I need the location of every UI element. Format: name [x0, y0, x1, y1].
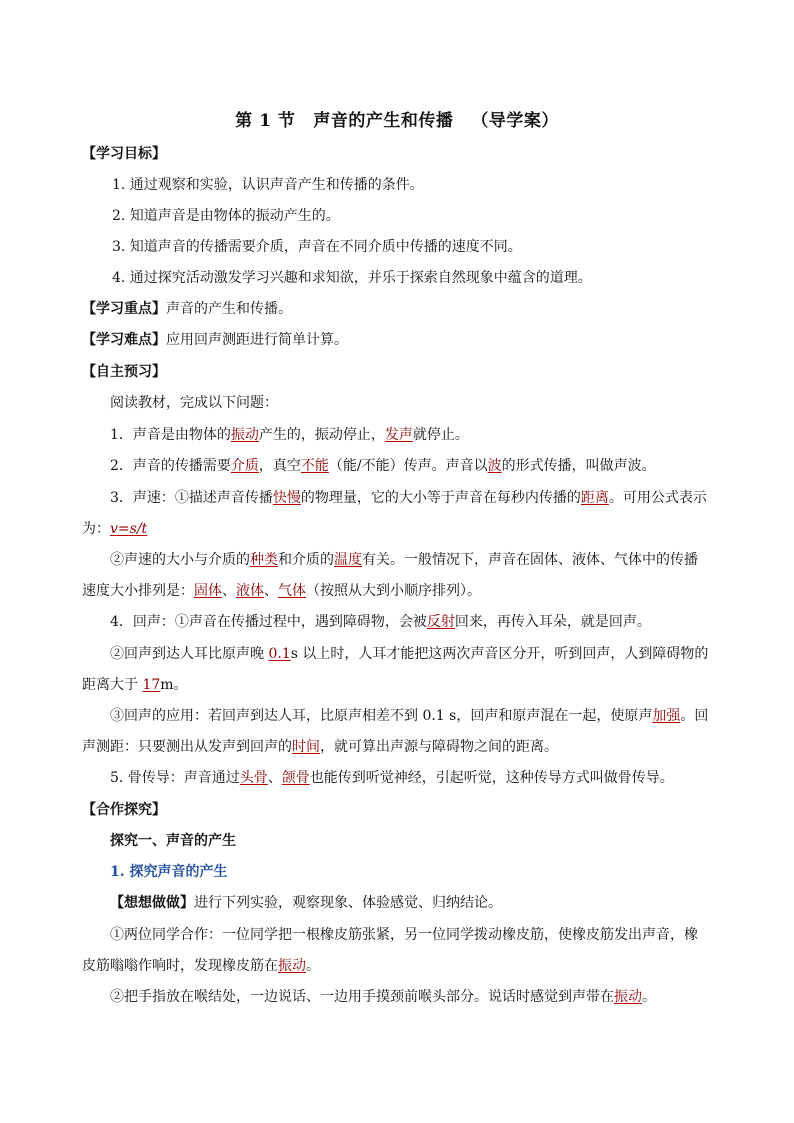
- q3b-text: 有关。一般情况下，声音在固体、液体、气体中的传播: [362, 552, 698, 568]
- goal-item-2: 2. 知道声音是由物体的振动产生的。: [112, 208, 340, 224]
- q4-text: 回来，再传入耳朵，就是回声。: [454, 614, 651, 630]
- explore-heading: 【合作探究】: [82, 802, 166, 818]
- q5-text: 5. 骨传导：声音通过: [110, 770, 240, 786]
- q4b-text: s 以上时，人耳才能把这两次声音区分开，听到回声，人到障碍物的: [290, 646, 709, 662]
- q1-answer-2: 发声: [384, 427, 413, 443]
- q3b-text: ②声速的大小与介质的: [110, 552, 250, 568]
- preview-q1: [110, 425, 469, 445]
- e2-text: ②把手指放在喉结处，一边说话、一边用手摸颈前喉头部分。说话时感觉到声带在: [110, 989, 614, 1005]
- goal-item-4: 4. 通过探究活动激发学习兴趣和求知欲，并乐于探索自然现象中蕴含的道理。: [112, 270, 592, 286]
- q3b-text: 和介质的: [278, 552, 334, 568]
- explore-subheading-2: 1. 探究声音的产生: [110, 864, 228, 880]
- q4b-text: ②回声到达人耳比原声晚: [110, 646, 269, 662]
- q5-answer-2: 颌骨: [281, 770, 310, 786]
- preview-q3b-line1: [110, 550, 698, 570]
- experiment-1-line2: [82, 956, 320, 976]
- q2-text: ，真空: [258, 458, 301, 474]
- q4-text: 4．回声：①声音在传播过程中，遇到障碍物，会被: [110, 614, 427, 630]
- q3b-answer-4: 液体: [236, 583, 264, 599]
- q4c-text: ，就可算出声源与障碍物之间的距离。: [320, 739, 558, 755]
- e1-text: 皮筋嗡嗡作响时，发现橡皮筋在: [82, 958, 278, 974]
- q2-answer-3: 波: [487, 458, 502, 474]
- q5-text: 也能传到听觉神经，引起听觉，这种传导方式叫做骨传导。: [309, 770, 674, 786]
- q3-text: 。可用公式表示: [608, 490, 707, 506]
- e2-answer: 振动: [614, 989, 642, 1005]
- e2-text: 。: [642, 989, 656, 1005]
- title-section: 第 1 节: [235, 111, 296, 131]
- think-label: 【想想做做】: [110, 895, 194, 911]
- q3-answer-1: 快慢: [272, 490, 301, 506]
- preview-q4c-line1: [110, 706, 708, 726]
- focus-text: 声音的产生和传播。: [166, 301, 292, 317]
- preview-q4: [110, 612, 651, 632]
- q3-text: 3．声速：①描述声音传播: [110, 490, 273, 506]
- q3-text: 的物理量，它的大小等于声音在每秒内传播的: [300, 490, 581, 506]
- preview-q3-line2: [82, 519, 147, 539]
- preview-q3b-line2: [82, 581, 481, 601]
- q4c-text: ③回声的应用：若回声到达人耳，比原声相差不到 0.1 s，回声和原声混在一起，使原声: [110, 708, 653, 724]
- q3b-answer-2: 温度: [334, 552, 362, 568]
- page-title: [0, 106, 794, 131]
- think-text: 进行下列实验，观察现象、体验感觉、归纳结论。: [194, 895, 502, 911]
- focus-label: 【学习重点】: [82, 301, 166, 317]
- goal-item-1: 1. 通过观察和实验，认识声音产生和传播的条件。: [112, 177, 424, 193]
- q2-answer-2: 不能: [300, 458, 329, 474]
- q3b-answer-5: 气体: [278, 583, 306, 599]
- e1-answer: 振动: [278, 958, 306, 974]
- q4c-text: 。回: [680, 708, 709, 724]
- preview-q4b-line2: [82, 675, 188, 695]
- q1-text: 1．声音是由物体的: [110, 427, 231, 443]
- think-line: [110, 893, 502, 913]
- preview-q3-line1: [110, 488, 707, 508]
- q3b-answer-1: 种类: [250, 552, 278, 568]
- q4c-answer-2: 时间: [292, 739, 320, 755]
- preview-q4b-line1: [110, 644, 708, 664]
- title-main: 声音的产生和传播: [313, 111, 454, 131]
- q4b-answer-2: 17: [142, 677, 161, 693]
- preview-q4c-line2: [82, 737, 558, 757]
- q4b-answer-1: 0.1: [268, 646, 291, 662]
- q4b-text: m。: [160, 677, 188, 693]
- q1-text: 就停止。: [412, 427, 469, 443]
- q2-text: 的形式传播，叫做声波。: [501, 458, 656, 474]
- experiment-2: [110, 987, 656, 1007]
- q3-text: 为：: [82, 521, 110, 537]
- q4c-text: 声测距：只要测出从发声到回声的: [82, 739, 292, 755]
- preview-intro: 阅读教材，完成以下问题：: [110, 395, 278, 411]
- q2-answer-1: 介质: [230, 458, 259, 474]
- explore-subheading-1: 探究一、声音的产生: [110, 833, 236, 849]
- q3b-answer-3: 固体: [194, 583, 222, 599]
- e1-text: 。: [306, 958, 320, 974]
- preview-q5: [110, 768, 674, 788]
- preview-heading: 【自主预习】: [82, 364, 166, 380]
- q5-answer-1: 头骨: [239, 770, 268, 786]
- q3b-text: （按照从大到小顺序排列）。: [306, 583, 481, 599]
- q1-text: 产生的，振动停止，: [258, 427, 385, 443]
- q3-formula: v=s/t: [110, 521, 148, 537]
- q3b-text: 、: [222, 583, 236, 599]
- q3b-text: 速度大小排列是：: [82, 583, 194, 599]
- goals-heading: 【学习目标】: [82, 146, 166, 162]
- experiment-1-line1: ①两位同学合作：一位同学把一根橡皮筋张紧，另一位同学拨动橡皮筋，使橡皮筋发出声音，橡: [110, 927, 698, 943]
- q2-text: （能/不能）传声。声音以: [328, 458, 488, 474]
- preview-q2: [110, 456, 656, 476]
- title-suffix: （导学案）: [471, 111, 559, 131]
- q4c-answer-1: 加强: [652, 708, 681, 724]
- focus-line: [82, 299, 292, 319]
- goal-item-3: 3. 知道声音的传播需要介质，声音在不同介质中传播的速度不同。: [112, 239, 522, 255]
- difficulty-line: [82, 330, 348, 350]
- q4-answer-1: 反射: [426, 614, 455, 630]
- q2-text: 2．声音的传播需要: [110, 458, 231, 474]
- q3-answer-2: 距离: [580, 490, 609, 506]
- q3b-text: 、: [264, 583, 278, 599]
- q5-text: 、: [267, 770, 282, 786]
- difficulty-label: 【学习难点】: [82, 332, 166, 348]
- q4b-text: 距离大于: [82, 677, 143, 693]
- q1-answer-1: 振动: [230, 427, 259, 443]
- difficulty-text: 应用回声测距进行简单计算。: [166, 332, 348, 348]
